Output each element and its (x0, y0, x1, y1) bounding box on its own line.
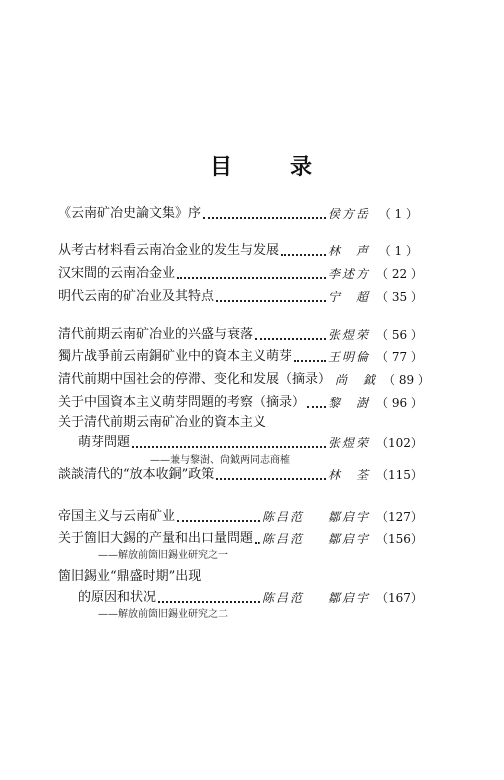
toc-entry-subtitle: ——解放前箇旧錫业研究之一 (98, 550, 228, 561)
toc-entry-author: 陈吕范 (261, 510, 304, 524)
toc-entry[interactable] (58, 508, 423, 526)
toc-entry-title: 帝国主义与云南矿业 (58, 509, 176, 524)
toc-entry-page: （ 35 ） (376, 290, 423, 304)
toc-entry-title: 关于中国資本主义萌芽問題的考察（摘录） (58, 395, 306, 410)
leader-dots (216, 300, 326, 302)
toc-entry-title: 明代云南的矿冶业及其特点 (58, 289, 215, 304)
toc-entry-title: 清代前期云南矿冶业的兴盛与衰落 (58, 327, 254, 342)
toc-entry[interactable] (58, 265, 423, 283)
leader-dots (177, 277, 326, 279)
toc-entry-coauthor: 鄒启宇 (327, 591, 370, 605)
page-title: 目 录 (209, 155, 330, 180)
toc-entry-page: （ 1 ） (378, 244, 418, 258)
toc-entry-author: 林 荃 (327, 468, 370, 482)
toc-entry[interactable] (58, 530, 423, 548)
toc-entry-author: 陈吕范 (261, 532, 304, 546)
toc-entry-subtitle: ——解放前箇旧錫业研究之二 (98, 609, 228, 620)
toc-entry-title-line1: 关于清代前期云南矿冶业的資本主义 (58, 415, 267, 430)
toc-entry-author: 张煜荣 (327, 436, 370, 450)
toc-entry-title: 談談清代的“放本收銅”政策 (58, 467, 215, 482)
leader-dots (281, 254, 326, 256)
toc-entry[interactable] (58, 394, 423, 412)
toc-entry-author: 尚 鉞 (335, 373, 378, 387)
toc-entry[interactable] (58, 242, 418, 260)
toc-entry-title: 《云南矿冶史論文集》序 (58, 206, 202, 221)
toc-entry-title-line1: 箇旧錫业“鼎盛时期”出现 (58, 569, 202, 584)
toc-entry-page: （115） (376, 468, 423, 482)
toc-entry-page: （ 1 ） (378, 207, 418, 221)
toc-entry-author: 侯方岳 (327, 207, 370, 221)
leader-dots (216, 478, 326, 480)
toc-entry-title: 关于箇旧大錫的产量和出口量問題 (58, 531, 254, 546)
toc-entry-page: （167） (376, 591, 423, 605)
toc-entry-coauthor: 鄒启宇 (327, 510, 370, 524)
toc-entry-subtitle: ——兼与黎澍、尙鉞两同志商榷 (150, 455, 290, 466)
toc-entry[interactable] (78, 589, 423, 607)
toc-entry[interactable] (58, 326, 423, 344)
toc-entry-author: 张煜荣 (327, 328, 370, 342)
toc-entry-title: 从考古材料看云南冶金业的发生与发展 (58, 243, 280, 258)
toc-entry[interactable] (58, 466, 423, 484)
leader-dots (203, 217, 326, 219)
toc-entry-coauthor: 鄒启宇 (327, 532, 370, 546)
toc-entry-page: （156） (376, 532, 423, 546)
toc-entry-title: 清代前期中国社会的停滞、变化和发展（摘录） (58, 372, 332, 387)
toc-entry[interactable] (58, 348, 423, 366)
toc-entry-page: （127） (376, 510, 423, 524)
toc-entry-page: （ 96 ） (376, 396, 423, 410)
toc-entry-page: （ 89 ） (383, 373, 430, 387)
toc-entry-page: （102） (376, 436, 423, 450)
toc-entry-author: 陈吕范 (261, 591, 304, 605)
toc-entry-author: 宁 超 (327, 290, 370, 304)
toc-entry-title: 萌芽問題 (78, 435, 131, 450)
leader-dots (158, 601, 260, 603)
toc-entry-page: （ 22 ） (376, 267, 423, 281)
toc-entry[interactable] (78, 434, 423, 452)
toc-entry-page: （ 77 ） (376, 350, 423, 364)
toc-entry-author: 林 声 (327, 244, 370, 258)
leader-dots (307, 406, 326, 408)
leader-dots (294, 360, 326, 362)
toc-entry-page: （ 56 ） (376, 328, 423, 342)
toc-entry[interactable] (58, 205, 418, 223)
toc-entry-author: 黎 澍 (327, 396, 370, 410)
toc-entry[interactable] (58, 371, 430, 389)
leader-dots (132, 446, 326, 448)
toc-entry-title: 的原因和状况 (78, 590, 157, 605)
leader-dots (177, 520, 260, 522)
toc-entry-author: 王明倫 (327, 350, 370, 364)
leader-dots (255, 542, 260, 544)
toc-entry[interactable] (58, 288, 423, 306)
toc-entry-title: 汉宋間的云南冶金业 (58, 266, 176, 281)
leader-dots (255, 338, 326, 340)
toc-entry-author: 李述方 (327, 267, 370, 281)
toc-entry-title: 獨片战爭前云南銅矿业中的資本主义萌芽 (58, 349, 293, 364)
